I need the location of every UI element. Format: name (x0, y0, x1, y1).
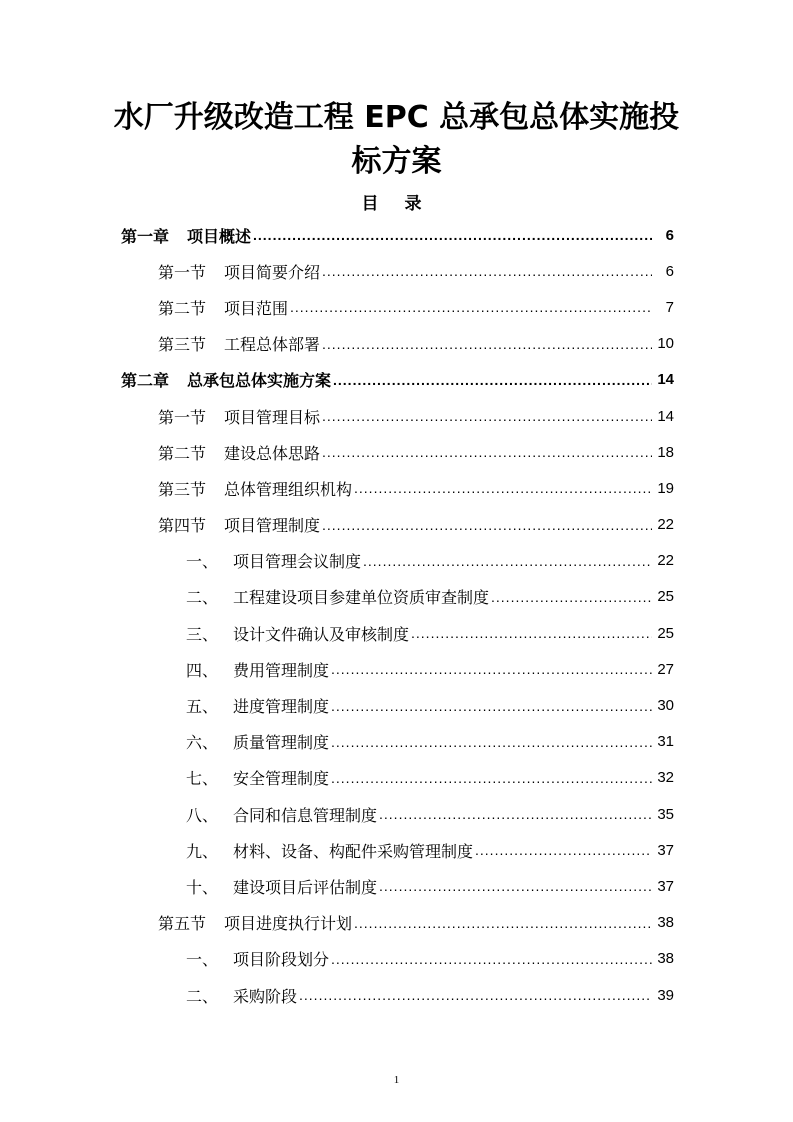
toc-entry-label: 工程总体部署 (224, 335, 321, 355)
toc-entry-page: 10 (657, 335, 674, 353)
toc-heading: 目 录 (361, 194, 432, 214)
table-of-contents (0, 217, 793, 1013)
toc-entry-label: 合同和信息管理制度 (233, 805, 378, 825)
toc-leader-dots (322, 444, 652, 460)
toc-entry-label: 项目管理目标 (224, 407, 321, 427)
toc-entry-number: 第三节 (158, 335, 207, 355)
toc-leader-dots (411, 625, 652, 641)
toc-entry[interactable] (0, 977, 793, 1013)
toc-entry[interactable] (0, 579, 793, 615)
toc-entry-number: 第三节 (158, 479, 207, 499)
toc-entry-page: 38 (657, 950, 674, 968)
toc-entry[interactable] (0, 362, 793, 398)
toc-entry-number: 五、 (186, 697, 219, 717)
toc-leader-dots (354, 480, 652, 496)
toc-leader-dots (331, 698, 652, 714)
toc-leader-dots (491, 589, 652, 605)
toc-entry-number: 十、 (186, 877, 219, 897)
toc-entry[interactable] (0, 941, 793, 977)
toc-entry-label: 总体管理组织机构 (224, 479, 353, 499)
toc-entry-page: 25 (657, 588, 674, 606)
toc-entry-page: 6 (665, 226, 674, 244)
toc-entry-page: 14 (657, 407, 674, 425)
toc-leader-dots (331, 734, 652, 750)
toc-leader-dots (322, 336, 652, 352)
toc-entry-label: 采购阶段 (233, 986, 298, 1006)
toc-leader-dots (379, 878, 652, 894)
toc-entry-page: 37 (657, 841, 674, 859)
toc-leader-dots (331, 951, 652, 967)
toc-entry-number: 第四节 (158, 516, 207, 536)
toc-entry-label: 设计文件确认及审核制度 (233, 624, 410, 644)
toc-leader-dots (290, 299, 652, 315)
toc-entry-number: 第一节 (158, 262, 207, 282)
toc-entry-page: 6 (665, 262, 674, 280)
toc-entry[interactable] (0, 615, 793, 651)
toc-entry[interactable] (0, 470, 793, 506)
toc-entry-label: 费用管理制度 (233, 660, 330, 680)
toc-entry-number: 三、 (186, 624, 219, 644)
toc-entry-number: 第二章 (121, 371, 170, 391)
toc-entry-page: 27 (657, 660, 674, 678)
toc-entry-number: 七、 (186, 769, 219, 789)
toc-entry-number: 第二节 (158, 298, 207, 318)
toc-entry-label: 进度管理制度 (233, 697, 330, 717)
toc-entry[interactable] (0, 543, 793, 579)
toc-entry-label: 项目管理会议制度 (233, 552, 362, 572)
toc-entry-label: 项目概述 (187, 226, 252, 246)
toc-entry-page: 31 (657, 733, 674, 751)
toc-entry[interactable] (0, 687, 793, 723)
toc-entry[interactable] (0, 434, 793, 470)
toc-entry-number: 八、 (186, 805, 219, 825)
toc-entry-number: 四、 (186, 660, 219, 680)
toc-entry-label: 工程建设项目参建单位资质审查制度 (233, 588, 490, 608)
toc-entry-number: 第一章 (121, 226, 170, 246)
toc-entry-label: 项目进度执行计划 (224, 914, 353, 934)
toc-entry[interactable] (0, 398, 793, 434)
toc-entry-number: 第二节 (158, 443, 207, 463)
toc-leader-dots (322, 263, 652, 279)
toc-leader-dots (333, 372, 652, 388)
toc-entry-page: 22 (657, 552, 674, 570)
toc-leader-dots (322, 408, 652, 424)
toc-entry[interactable] (0, 905, 793, 941)
toc-entry-page: 22 (657, 516, 674, 534)
toc-entry-label: 安全管理制度 (233, 769, 330, 789)
toc-leader-dots (331, 770, 652, 786)
toc-entry-label: 项目范围 (224, 298, 289, 318)
toc-entry-number: 一、 (186, 552, 219, 572)
toc-leader-dots (322, 517, 652, 533)
toc-entry-page: 39 (657, 986, 674, 1004)
toc-entry-label: 总承包总体实施方案 (187, 371, 332, 391)
toc-entry-number: 第五节 (158, 914, 207, 934)
toc-entry-label: 项目管理制度 (224, 516, 321, 536)
toc-entry[interactable] (0, 651, 793, 687)
toc-entry[interactable] (0, 289, 793, 325)
toc-entry-page: 37 (657, 877, 674, 895)
toc-entry[interactable] (0, 253, 793, 289)
toc-entry[interactable] (0, 326, 793, 362)
toc-entry-page: 18 (657, 443, 674, 461)
document-title: 水厂升级改造工程 EPC 总承包总体实施投标方案 (113, 100, 680, 179)
toc-entry[interactable] (0, 507, 793, 543)
toc-leader-dots (363, 553, 652, 569)
toc-entry-label: 项目简要介绍 (224, 262, 321, 282)
toc-entry[interactable] (0, 217, 793, 253)
toc-entry-page: 19 (657, 479, 674, 497)
toc-leader-dots (253, 227, 652, 243)
toc-entry-label: 材料、设备、构配件采购管理制度 (233, 841, 474, 861)
toc-entry-page: 7 (665, 298, 674, 316)
toc-leader-dots (331, 661, 652, 677)
toc-leader-dots (475, 842, 652, 858)
toc-entry-label: 质量管理制度 (233, 733, 330, 753)
toc-entry-label: 建设总体思路 (224, 443, 321, 463)
toc-entry-label: 建设项目后评估制度 (233, 877, 378, 897)
toc-entry[interactable] (0, 832, 793, 868)
toc-entry-number: 二、 (186, 986, 219, 1006)
toc-entry[interactable] (0, 868, 793, 904)
toc-entry-number: 六、 (186, 733, 219, 753)
toc-entry[interactable] (0, 796, 793, 832)
toc-entry-page: 30 (657, 697, 674, 715)
toc-leader-dots (299, 987, 652, 1003)
toc-leader-dots (379, 806, 652, 822)
toc-entry-number: 二、 (186, 588, 219, 608)
page-number: 1 (393, 1074, 400, 1086)
toc-entry[interactable] (0, 724, 793, 760)
toc-entry-page: 32 (657, 769, 674, 787)
toc-entry[interactable] (0, 760, 793, 796)
toc-entry-page: 38 (657, 914, 674, 932)
toc-leader-dots (354, 915, 652, 931)
toc-entry-page: 25 (657, 624, 674, 642)
toc-entry-label: 项目阶段划分 (233, 950, 330, 970)
toc-entry-number: 一、 (186, 950, 219, 970)
toc-entry-page: 14 (657, 371, 674, 389)
toc-entry-number: 第一节 (158, 407, 207, 427)
toc-entry-number: 九、 (186, 841, 219, 861)
toc-entry-page: 35 (657, 805, 674, 823)
